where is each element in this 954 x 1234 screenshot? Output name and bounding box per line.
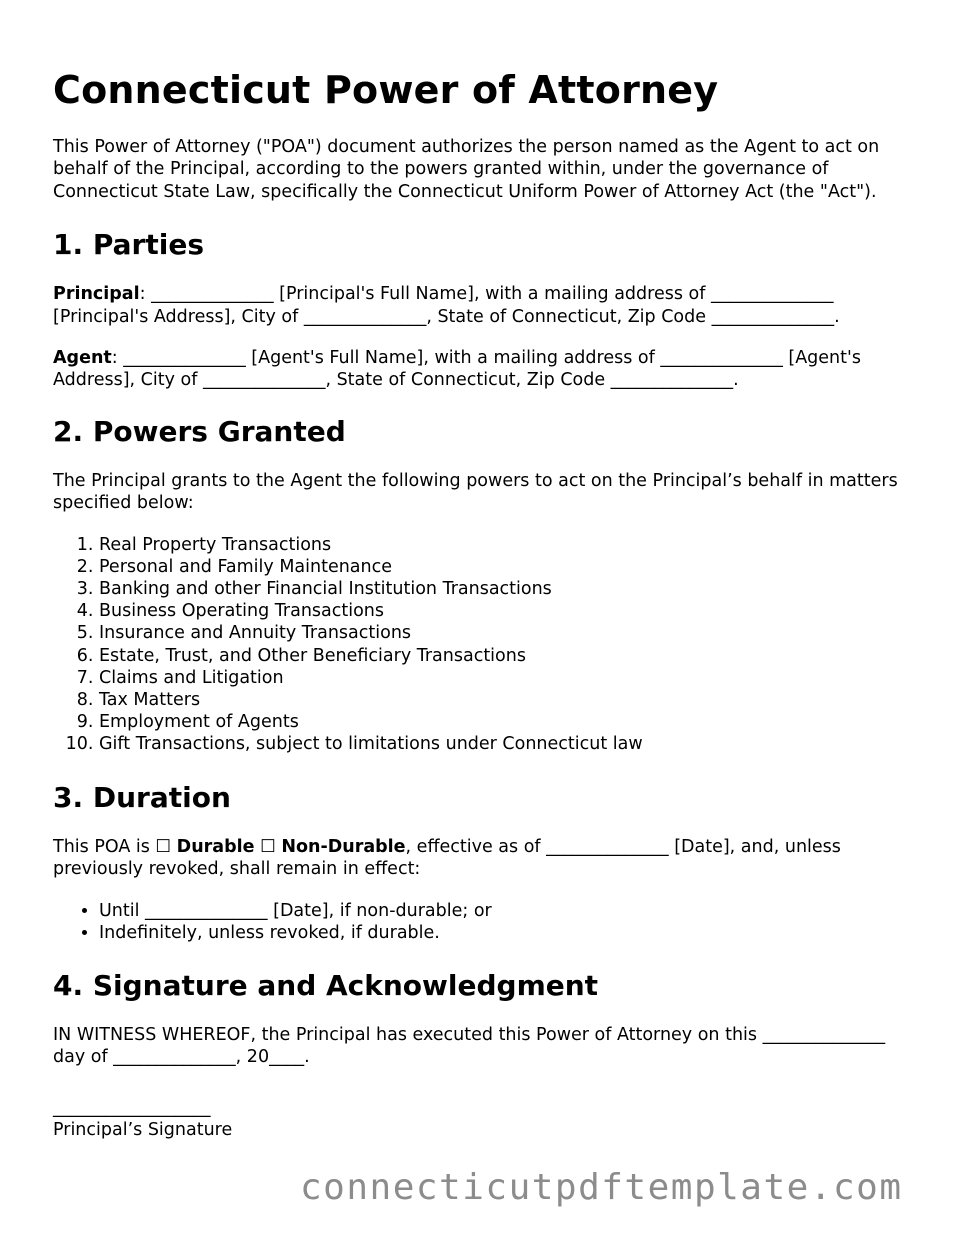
duration-item: • Indefinitely, unless revoked, if durable. <box>99 922 913 944</box>
power-item: 3. Banking and other Financial Institution Transactions <box>99 578 913 600</box>
powers-list <box>53 534 913 756</box>
duration-prefix: This POA is ☐ <box>53 836 177 857</box>
powers-intro: The Principal grants to the Agent the following powers to act on the Principal’s behalf in matters specified below: <box>53 470 898 514</box>
agent-label: Agent <box>53 348 112 369</box>
power-item: 2. Personal and Family Maintenance <box>99 556 913 578</box>
duration-list <box>53 900 913 944</box>
power-item: 8. Tax Matters <box>99 689 913 711</box>
principal-label: Principal <box>53 284 140 305</box>
agent-paragraph <box>53 347 913 392</box>
duration-suffix: , effective as of ______________ [Date], and, unless previously revoked, shall remain in effect: <box>53 836 841 880</box>
power-item: 7. Claims and Litigation <box>99 667 913 689</box>
document-page <box>53 66 913 1142</box>
intro-paragraph: This Power of Attorney ("POA") document authorizes the person named as the Agent to act on behalf of the Principal, according to the powers granted within, under the governance of Connecticut State Law, specifically the Connecticut Uniform Power of Attorney Act (the "Act"). <box>53 137 880 202</box>
watermark-text: connecticutpdftemplate.com <box>300 1167 903 1208</box>
powers-heading: 2. Powers Granted <box>53 414 346 448</box>
non-durable-option: Non-Durable <box>281 836 406 857</box>
signature-label: Principal’s Signature <box>53 1120 233 1141</box>
power-item: 1. Real Property Transactions <box>99 534 913 556</box>
witness-paragraph: IN WITNESS WHEREOF, the Principal has executed this Power of Attorney on this ______________ day of ______________, 20____. <box>53 1024 886 1068</box>
power-item: 5. Insurance and Annuity Transactions <box>99 622 913 644</box>
duration-mid: ☐ <box>254 836 282 857</box>
power-item: 10. Gift Transactions, subject to limitations under Connecticut law <box>99 733 913 755</box>
signature-block <box>53 1097 913 1142</box>
parties-heading: 1. Parties <box>53 228 204 262</box>
agent-text: : ______________ [Agent's Full Name], with a mailing address of ______________ [Agent's Address], City of ______________, State of Connecticut, Zip Code ______________. <box>53 348 861 391</box>
power-item: 9. Employment of Agents <box>99 711 913 733</box>
power-item: 6. Estate, Trust, and Other Beneficiary Transactions <box>99 645 913 667</box>
duration-heading: 3. Duration <box>53 780 231 814</box>
signature-line: __________________ <box>53 1097 211 1118</box>
power-item: 4. Business Operating Transactions <box>99 600 913 622</box>
principal-text: : ______________ [Principal's Full Name], with a mailing address of ______________ [Principal's Address], City of ______________, State of Connecticut, Zip Code ______________. <box>53 284 840 327</box>
principal-paragraph <box>53 283 913 328</box>
document-title: Connecticut Power of Attorney <box>53 68 719 112</box>
signature-heading: 4. Signature and Acknowledgment <box>53 968 599 1002</box>
durable-option: Durable <box>176 836 255 857</box>
duration-item: • Until ______________ [Date], if non-durable; or <box>99 900 913 922</box>
duration-paragraph <box>53 836 913 881</box>
